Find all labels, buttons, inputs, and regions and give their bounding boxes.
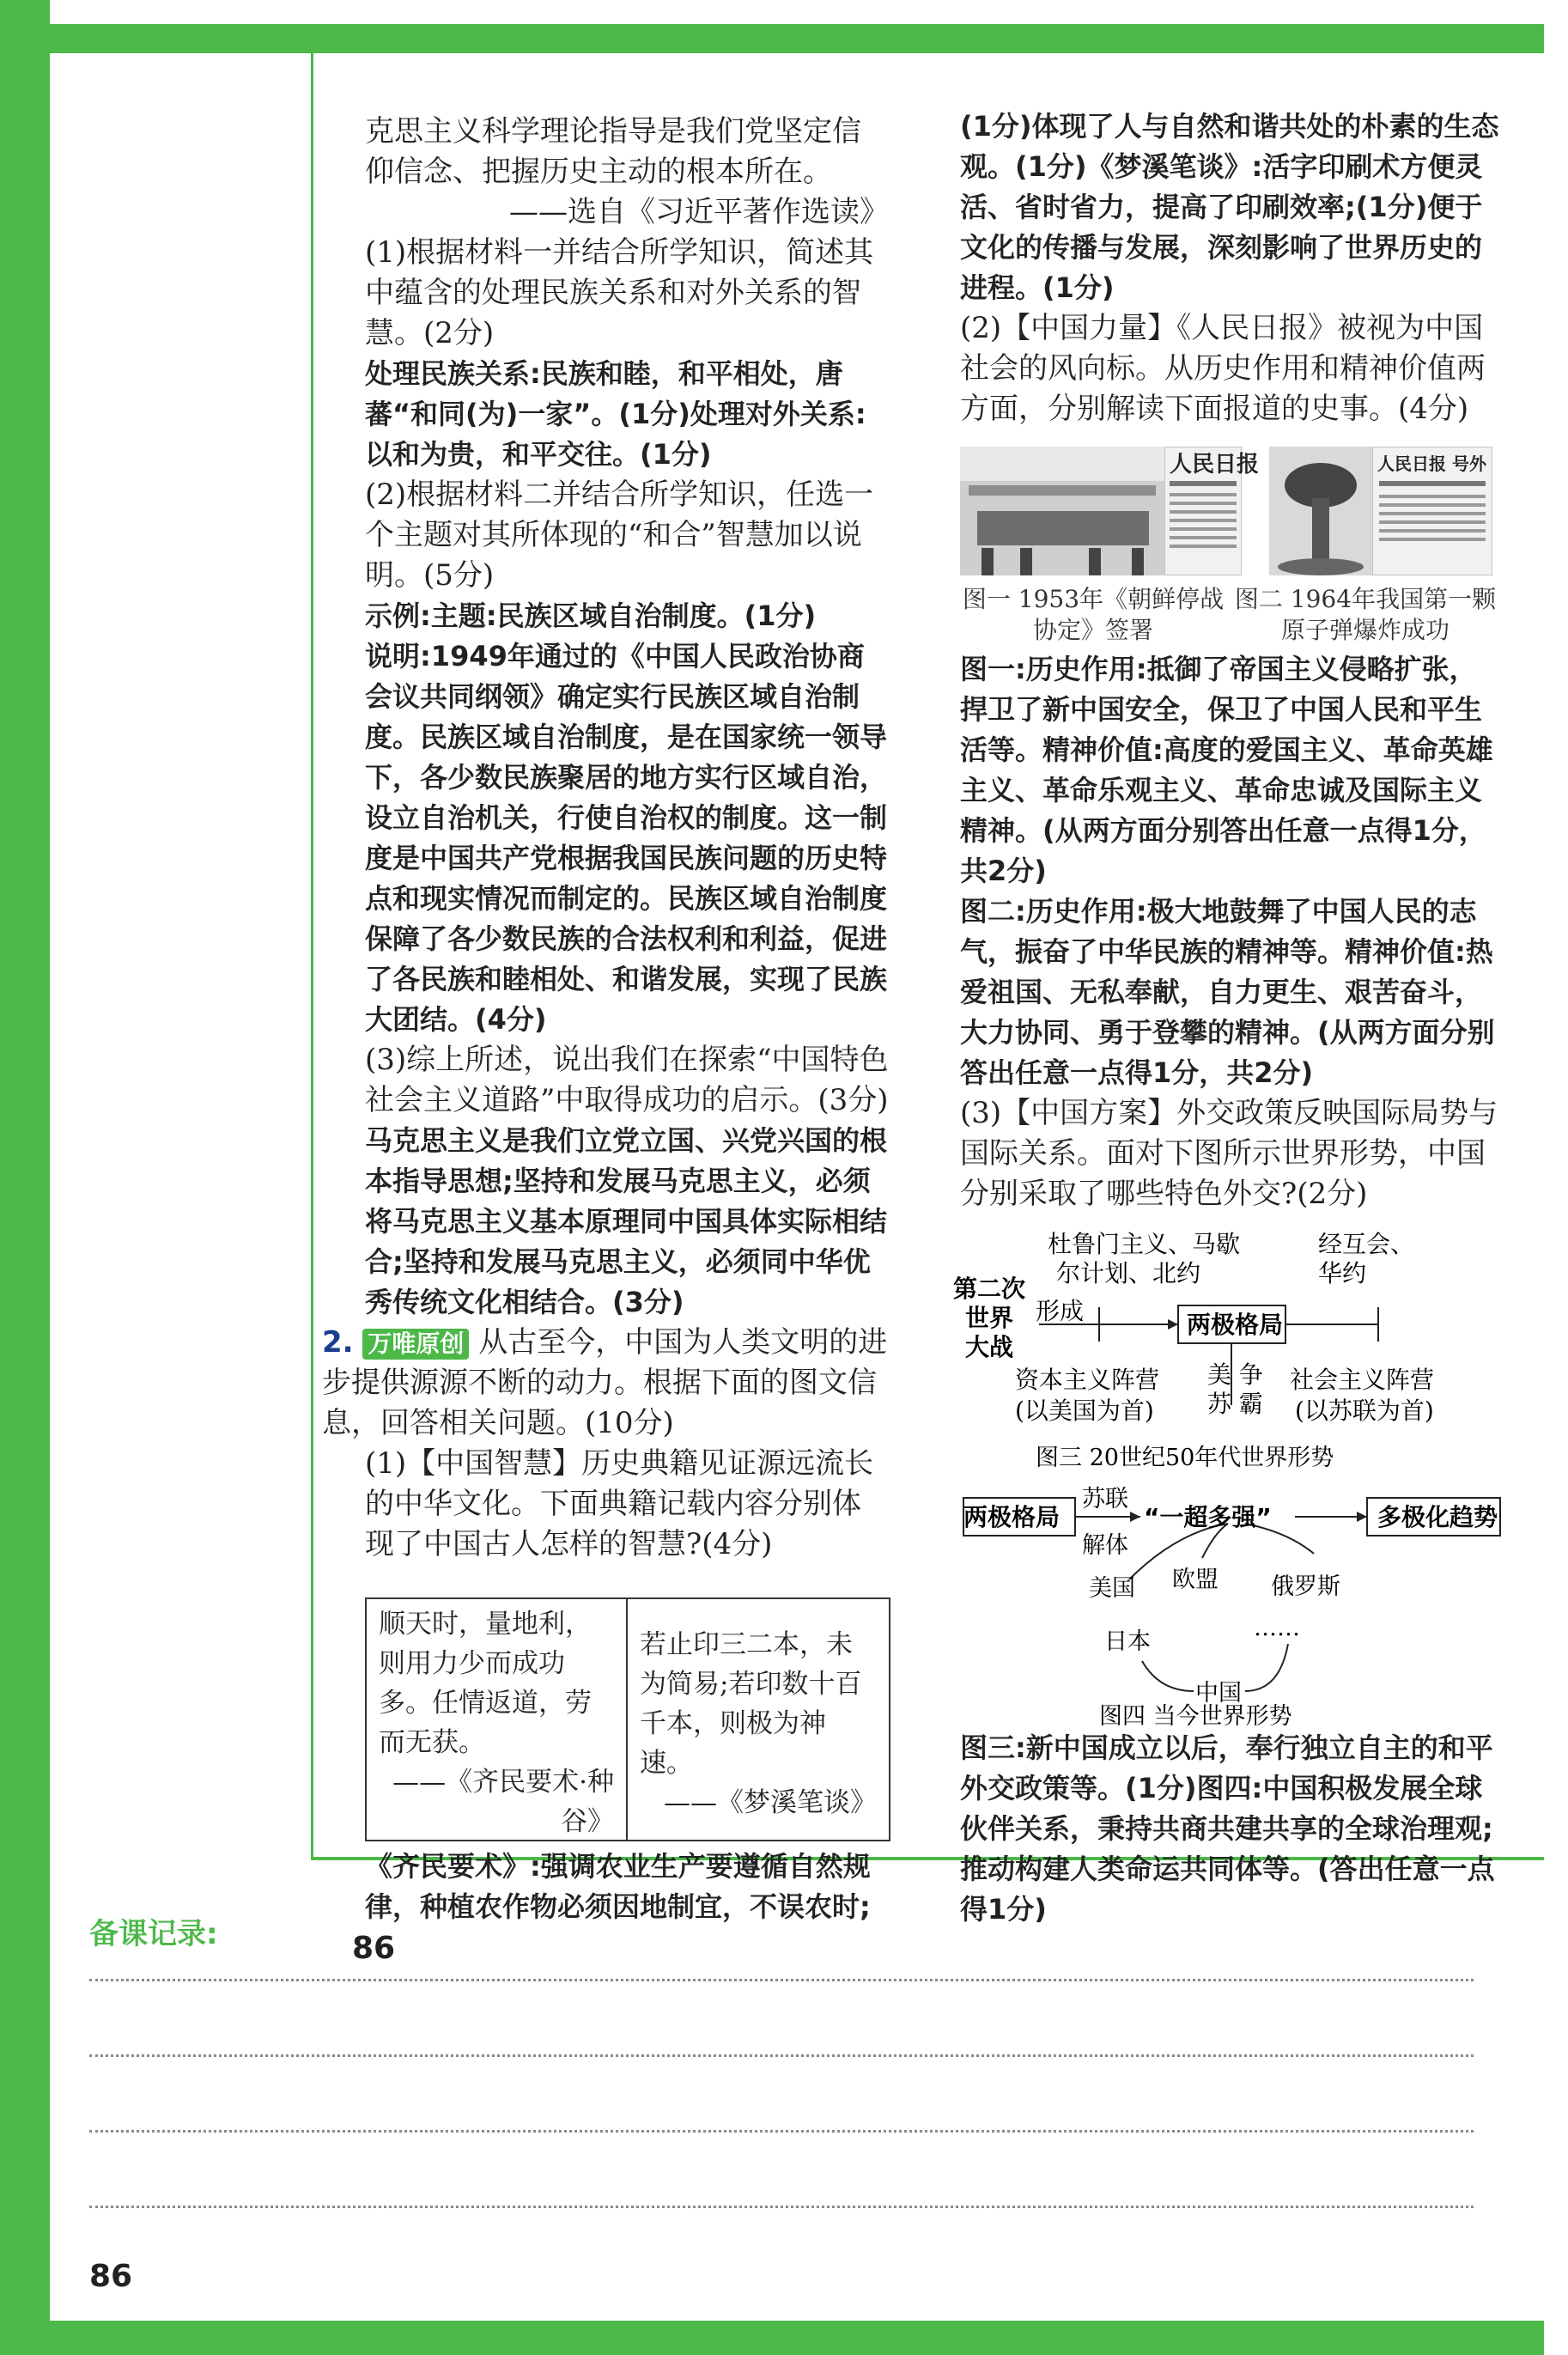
diagram4-dots: ……: [1254, 1615, 1300, 1641]
atomic-bomb-photo: [1269, 447, 1372, 575]
mxbt-source: ——《梦溪笔谈》: [664, 1787, 877, 1818]
intro-line-1: 克思主义科学理论指导是我们党坚定信: [365, 114, 861, 149]
diagram4-cn: 中国: [1195, 1680, 1242, 1707]
diagram3-form: 形成: [1036, 1297, 1085, 1325]
diagram3-ww2-1: 第二次: [953, 1275, 1026, 1303]
answer-2-theme: 示例:主题:民族区域自治制度。(1分): [365, 599, 817, 632]
diagram4-eu: 欧盟: [1172, 1567, 1219, 1593]
question-2-3: (3)【中国方案】外交政策反映国际局势与国际关系。面对下图所示世界形势，中国分别采取了哪些特色外交?(2分): [960, 1096, 1498, 1211]
diagram3-top-right-1: 经互会、: [1318, 1230, 1415, 1258]
left-column: [322, 112, 889, 1565]
diagram4-box2: 多极化趋势: [1377, 1503, 1498, 1531]
right-column: [960, 106, 1501, 429]
diagram4-ru: 俄罗斯: [1271, 1573, 1340, 1600]
diagram3-bottom-left-1: 资本主义阵营: [1015, 1366, 1160, 1394]
answer-qmys: 《齐民要术》:强调农业生产要遵循自然规律，种植农作物必须因地制宜，不误农时;: [365, 1850, 871, 1923]
question-2-1: (1)【中国智慧】历史典籍见证源远流长的中华文化。下面典籍记载内容分别体现了中国古人怎样的智慧?(4分): [365, 1446, 874, 1561]
qmys-source: ——《齐民要术·种谷》: [392, 1767, 614, 1837]
page-number-inner: 86: [352, 1931, 396, 1966]
original-badge: 万唯原创: [362, 1329, 469, 1360]
question-2: (2)根据材料二并结合所学知识，任选一个主题对其所体现的“和合”智慧加以说明。(5分): [365, 478, 874, 593]
diagram4-mid: “一超多强”: [1144, 1503, 1272, 1531]
diagram3-bottom-left-2: (以美国为首): [1015, 1397, 1154, 1425]
diagram4-box1: 两极格局: [963, 1503, 1061, 1531]
diagram4-su-1: 苏联: [1082, 1486, 1128, 1512]
diagram4-us: 美国: [1089, 1575, 1135, 1602]
mxbt-quote-cell: [628, 1599, 889, 1840]
qmys-quote-cell: [367, 1599, 628, 1840]
figure-4-diagram: [953, 1481, 1511, 1730]
answer-1: 处理民族关系:民族和睦，和平相处，唐蕃“和同(为)一家”。(1分)处理对外关系:以和为贵，和平交往。(1分): [365, 357, 866, 471]
notes-line-2: [89, 2054, 1474, 2057]
diagram3-top-right-2: 华约: [1318, 1259, 1367, 1287]
diagram3-bottom-mid-1: 美 争: [1207, 1360, 1263, 1389]
answer-continued: (1分)体现了人与自然和谐共处的朴素的生态观。(1分)《梦溪笔谈》:活字印刷术方便灵活、省时省力，提高了印刷效率;(1分)便于文化的传播与发展，深刻影响了世界历史的进程。(1分): [960, 110, 1499, 304]
question-2-stem-text: 从古至今，中国为人类文明的进步提供源源不断的动力。根据下面的图文信息，回答相关问题。(10分): [322, 1325, 888, 1440]
question-1: (1)根据材料一并结合所学知识，简述其中蕴含的处理民族关系和对外关系的智慧。(2分): [365, 235, 874, 350]
notes-line-4: [89, 2206, 1474, 2208]
left-green-border: [0, 0, 50, 2355]
top-green-border: [50, 24, 1544, 53]
diagram3-top-left-1: 杜鲁门主义、马歇: [1048, 1230, 1241, 1258]
notes-title: 备课记录:: [89, 1917, 218, 1951]
answer-2-explain: 说明:1949年通过的《中国人民政治协商会议共同纲领》确定实行民族区域自治制度。民族区域自治制度，是在国家统一领导下，各少数民族聚居的地方实行区域自治，设立自治机关，行使自治权的制度。这一制度是中国共产党根据我国民族问题的历史特点和现实情况而制定的。民族区域自治制度保障了各少数民族的合法权利和利益，促进了各民族和睦相处、和谐发展，实现了民族大团结。(4分): [365, 640, 888, 1036]
renmin-ribao-masthead: 人民日报: [1170, 452, 1260, 478]
bottom-green-border: [50, 2321, 1544, 2355]
diagram3-bottom-mid-2: 苏 霸: [1207, 1390, 1263, 1418]
diagram3-top-left-2: 尔计划、北约: [1056, 1259, 1201, 1287]
armistice-photo: [960, 447, 1164, 575]
right-column-answers: [960, 649, 1501, 1214]
diagram3-bottom-right-1: 社会主义阵营: [1290, 1366, 1435, 1394]
classics-quote-box: [365, 1597, 890, 1841]
question-2-stem: [322, 1323, 889, 1444]
photo-caption-2: 图二 1964年我国第一颗原子弹爆炸成功: [1234, 585, 1497, 644]
page-number-outer: 86: [89, 2259, 133, 2294]
figure-3-diagram: [953, 1220, 1511, 1477]
answer-figure-3-4: 图三:新中国成立以后，奉行独立自主的和平外交政策等。(1分)图四:中国积极发展全球伙伴关系，秉持共商共建共享的全球治理观;推动构建人类命运共同体等。(答出任意一点得1分): [960, 1731, 1495, 1926]
diagram3-center: 两极格局: [1187, 1311, 1284, 1339]
question-number: 2.: [322, 1325, 354, 1360]
answer-figure-2: 图二:历史作用:极大地鼓舞了中国人民的志气，振奋了中华民族的精神等。精神价值:热爱祖国、无私奉献，自力更生、艰苦奋斗，大力协同、勇于登攀的精神。(从两方面分别答出任意一点得1分，共2分): [960, 895, 1495, 1089]
notes-line-3: [89, 2130, 1474, 2133]
diagram3-caption: 图三 20世纪50年代世界形势: [1036, 1445, 1334, 1471]
intro-line-2: 仰信念、把握历史主动的根本所在。: [365, 155, 832, 189]
panel-divider-vertical: [311, 53, 313, 1857]
diagram4-caption: 图四 当今世界形势: [1099, 1703, 1292, 1730]
diagram4-su-2: 解体: [1082, 1532, 1128, 1559]
mxbt-quote: 若止印三二本，未为简易;若印数十百千本，则极为神速。: [640, 1629, 862, 1779]
photo-caption-1: 图一 1953年《朝鲜停战协定》签署: [962, 585, 1225, 644]
intro-source: ——选自《习近平著作选读》: [509, 195, 889, 229]
extra-edition-masthead: 人民日报 号外: [1377, 453, 1486, 474]
question-2-2: (2)【中国力量】《人民日报》被视为中国社会的风向标。从历史作用和精神价值两方面，分别解读下面报道的史事。(4分): [960, 311, 1486, 426]
answer-3: 马克思主义是我们立党立国、兴党兴国的根本指导思想;坚持和发展马克思主义，必须将马克思主义基本原理同中国具体实际相结合;坚持和发展马克思主义，必须同中华优秀传统文化相结合。(3分): [365, 1124, 888, 1318]
notes-line-1: [89, 1979, 1474, 1981]
diagram3-bottom-right-2: (以苏联为首): [1295, 1397, 1434, 1425]
question-3: (3)综上所述，说出我们在探索“中国特色社会主义道路”中取得成功的启示。(3分): [365, 1043, 889, 1117]
answer-figure-1: 图一:历史作用:抵御了帝国主义侵略扩张，捍卫了新中国安全，保卫了中国人民和平生活等。精神价值:高度的爱国主义、革命英雄主义、革命乐观主义、革命忠诚及国际主义精神。(从两方面分别答出任意一点得1分，共2分): [960, 653, 1493, 887]
diagram3-ww2-3: 大战: [965, 1333, 1014, 1361]
newspaper-photos: [960, 447, 1501, 575]
diagram3-ww2-2: 世界: [965, 1304, 1014, 1332]
qmys-quote: 顺天时，量地利，则用力少而成功多。任情返道，劳而无获。: [379, 1609, 592, 1758]
diagram4-jp: 日本: [1104, 1628, 1151, 1655]
